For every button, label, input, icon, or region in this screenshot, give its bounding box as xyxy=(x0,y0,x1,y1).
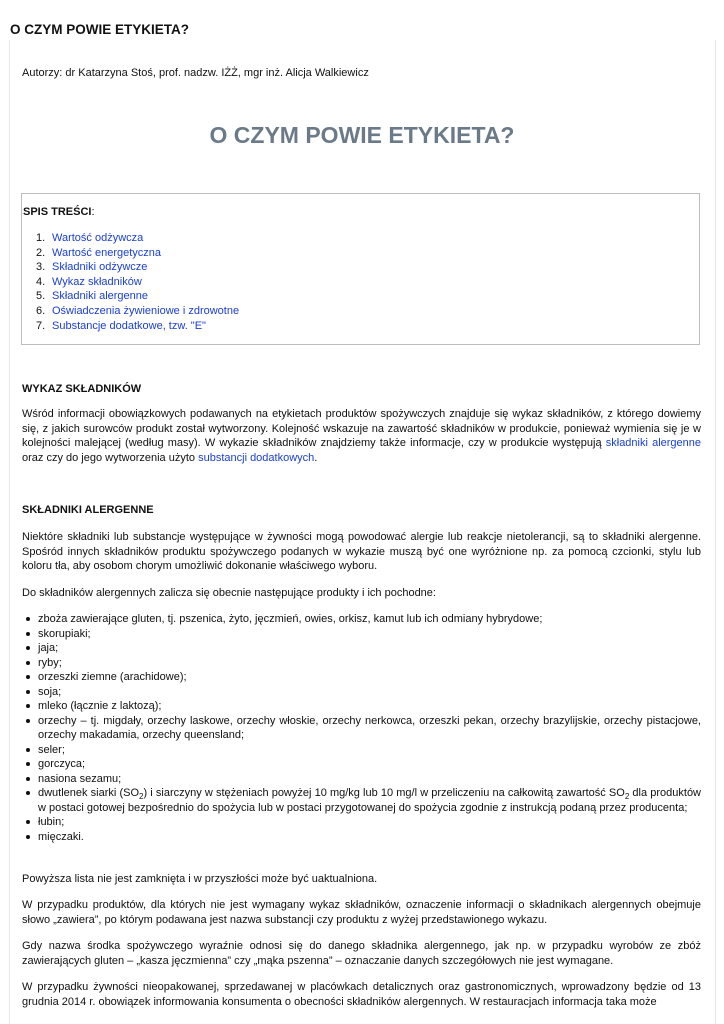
list-item: soja; xyxy=(22,685,701,700)
toc-item: 3. Składniki odżywcze xyxy=(36,261,148,274)
page-border-right xyxy=(715,40,716,1024)
section-heading-ingredients: WYKAZ SKŁADNIKÓW xyxy=(22,383,142,395)
allergens-paragraph-4: W przypadku produktów, dla których nie jest wymagany wykaz składników, oznaczenie informacji o składnikach alergennych obejmuje słowo „zawiera”, po którym podawana jest nazwa substancji czy produktu z wyżej przedstawionego wykazu. xyxy=(22,899,701,926)
allergens-paragraph-1: Niektóre składniki lub substancje występujące w żywności mogą powodować alergie lub reakcje nietolerancji, są to składniki alergenne. Spośród innych składników produktu spożywczego podanych w wykazie muszą być one wyróżnione np. za pomocą czcionki, stylu lub koloru tła, aby osobom chorym umożliwić dokonanie właściwego wyboru. xyxy=(22,531,701,572)
toc-item: 2. Wartość energetyczna xyxy=(36,246,162,259)
toc-link-claims[interactable]: Oświadczenia żywieniowe i zdrowotne xyxy=(52,304,240,317)
toc-link-additives[interactable]: Substancje dodatkowe, tzw. "E" xyxy=(52,319,206,332)
list-item: seler; xyxy=(22,743,701,758)
list-item: gorczyca; xyxy=(22,757,701,772)
authors-line: Autorzy: dr Katarzyna Stoś, prof. nadzw. IŻŻ, mgr inż. Alicja Walkiewicz xyxy=(22,67,369,79)
page-title: O CZYM POWIE ETYKIETA? xyxy=(209,122,515,148)
allergens-paragraph-2: Do składników alergennych zalicza się obecnie następujące produkty i ich pochodne: xyxy=(22,587,436,599)
page-border-left xyxy=(9,40,10,1024)
list-item: mleko (łącznie z laktozą); xyxy=(22,699,701,714)
allergens-paragraph-5: Gdy nazwa środka spożywczego wyraźnie odnosi się do danego składnika alergennego, jak np. w przypadku wyrobów ze zbóż zawierających gluten – „kasza jęczmienna” czy „mąka pszenna” – oznaczanie danych szczegółowych nie jest wymagane. xyxy=(22,940,701,967)
section-heading-allergens: SKŁADNIKI ALERGENNE xyxy=(22,504,154,516)
toc-list xyxy=(36,231,239,333)
link-allergenic-ingredients[interactable]: składniki alergenne xyxy=(605,437,702,449)
toc-link-energy-value[interactable]: Wartość energetyczna xyxy=(52,246,162,259)
list-item: nasiona sezamu; xyxy=(22,772,701,787)
toc-item: 7. Substancje dodatkowe, tzw. "E" xyxy=(36,319,206,332)
table-of-contents xyxy=(21,193,700,345)
list-item: mięczaki. xyxy=(22,830,701,845)
toc-link-ingredients-list[interactable]: Wykaz składników xyxy=(52,275,142,288)
allergen-list xyxy=(22,612,701,844)
list-item: ryby; xyxy=(22,656,701,671)
toc-link-allergens[interactable]: Składniki alergenne xyxy=(52,290,149,303)
toc-heading: SPIS TREŚCI: xyxy=(23,206,95,218)
toc-item: 6. Oświadczenia żywieniowe i zdrowotne xyxy=(36,304,240,317)
list-item: zboża zawierające gluten, tj. pszenica, żyto, jęczmień, owies, orkisz, kamut lub ich odmiany hybrydowe; xyxy=(22,612,701,627)
allergens-paragraph-3: Powyższa lista nie jest zamknięta i w przyszłości może być uaktualniona. xyxy=(22,873,378,885)
list-item: orzeszki ziemne (arachidowe); xyxy=(22,670,701,685)
list-item-sulphites: dwutlenek siarki $(SO_2)$ i siarczyny w stężeniach powyżej 10 mg/kg lub 10 mg/l w przeliczeniu na całkowitą zawartość $SO_2$ dla produktów w postaci gotowej bezpośrednio do spożycia lub w postaci przygotowanej do spożycia zgodnie z instrukcją podaną przez producenta; xyxy=(22,786,701,815)
link-additives[interactable]: substancji dodatkowych xyxy=(198,451,315,464)
toc-item: 4. Wykaz składników xyxy=(36,275,142,288)
toc-link-nutritional-value[interactable]: Wartość odżywcza xyxy=(52,232,144,244)
toc-link-nutrients[interactable]: Składniki odżywcze xyxy=(52,261,148,274)
allergens-paragraph-6: W przypadku żywności nieopakowanej, sprzedawanej w placówkach detalicznych oraz gastronomicznych, wprowadzony będzie od 13 grudnia 2014 r. obowiązek informowania konsumenta o obecności składników alergennych. W restauracjach informacja taka może xyxy=(22,981,701,1008)
list-item: orzechy – tj. migdały, orzechy laskowe, orzechy włoskie, orzechy nerkowca, orzeszki pekan, orzechy brazylijskie, orzechy pistacjowe, orzechy makadamia, orzechy queensland; xyxy=(22,714,701,743)
toc-item: 1. Wartość odżywcza xyxy=(36,232,144,244)
list-item: jaja; xyxy=(22,641,701,656)
document-title: O CZYM POWIE ETYKIETA? xyxy=(10,22,190,37)
list-item: skorupiaki; xyxy=(22,627,701,642)
toc-item: 5. Składniki alergenne xyxy=(36,290,149,303)
ingredients-paragraph: Wśród informacji obowiązkowych podawanych na etykietach produktów spożywczych znajduje się wykaz składników, z którego dowiemy się, z jakich surowców produkt został wytworzony. Kolejność wskazuje na zawartość składników w produkcie, ponieważ wymienia się je w kolejności malejącej (według masy). W wykazie składników znajdziemy także informacje, czy w produkcie występują składniki alergenne oraz czy do jego wytworzenia użyto substancji dodatkowych. xyxy=(22,408,702,464)
list-item: łubin; xyxy=(22,815,701,830)
